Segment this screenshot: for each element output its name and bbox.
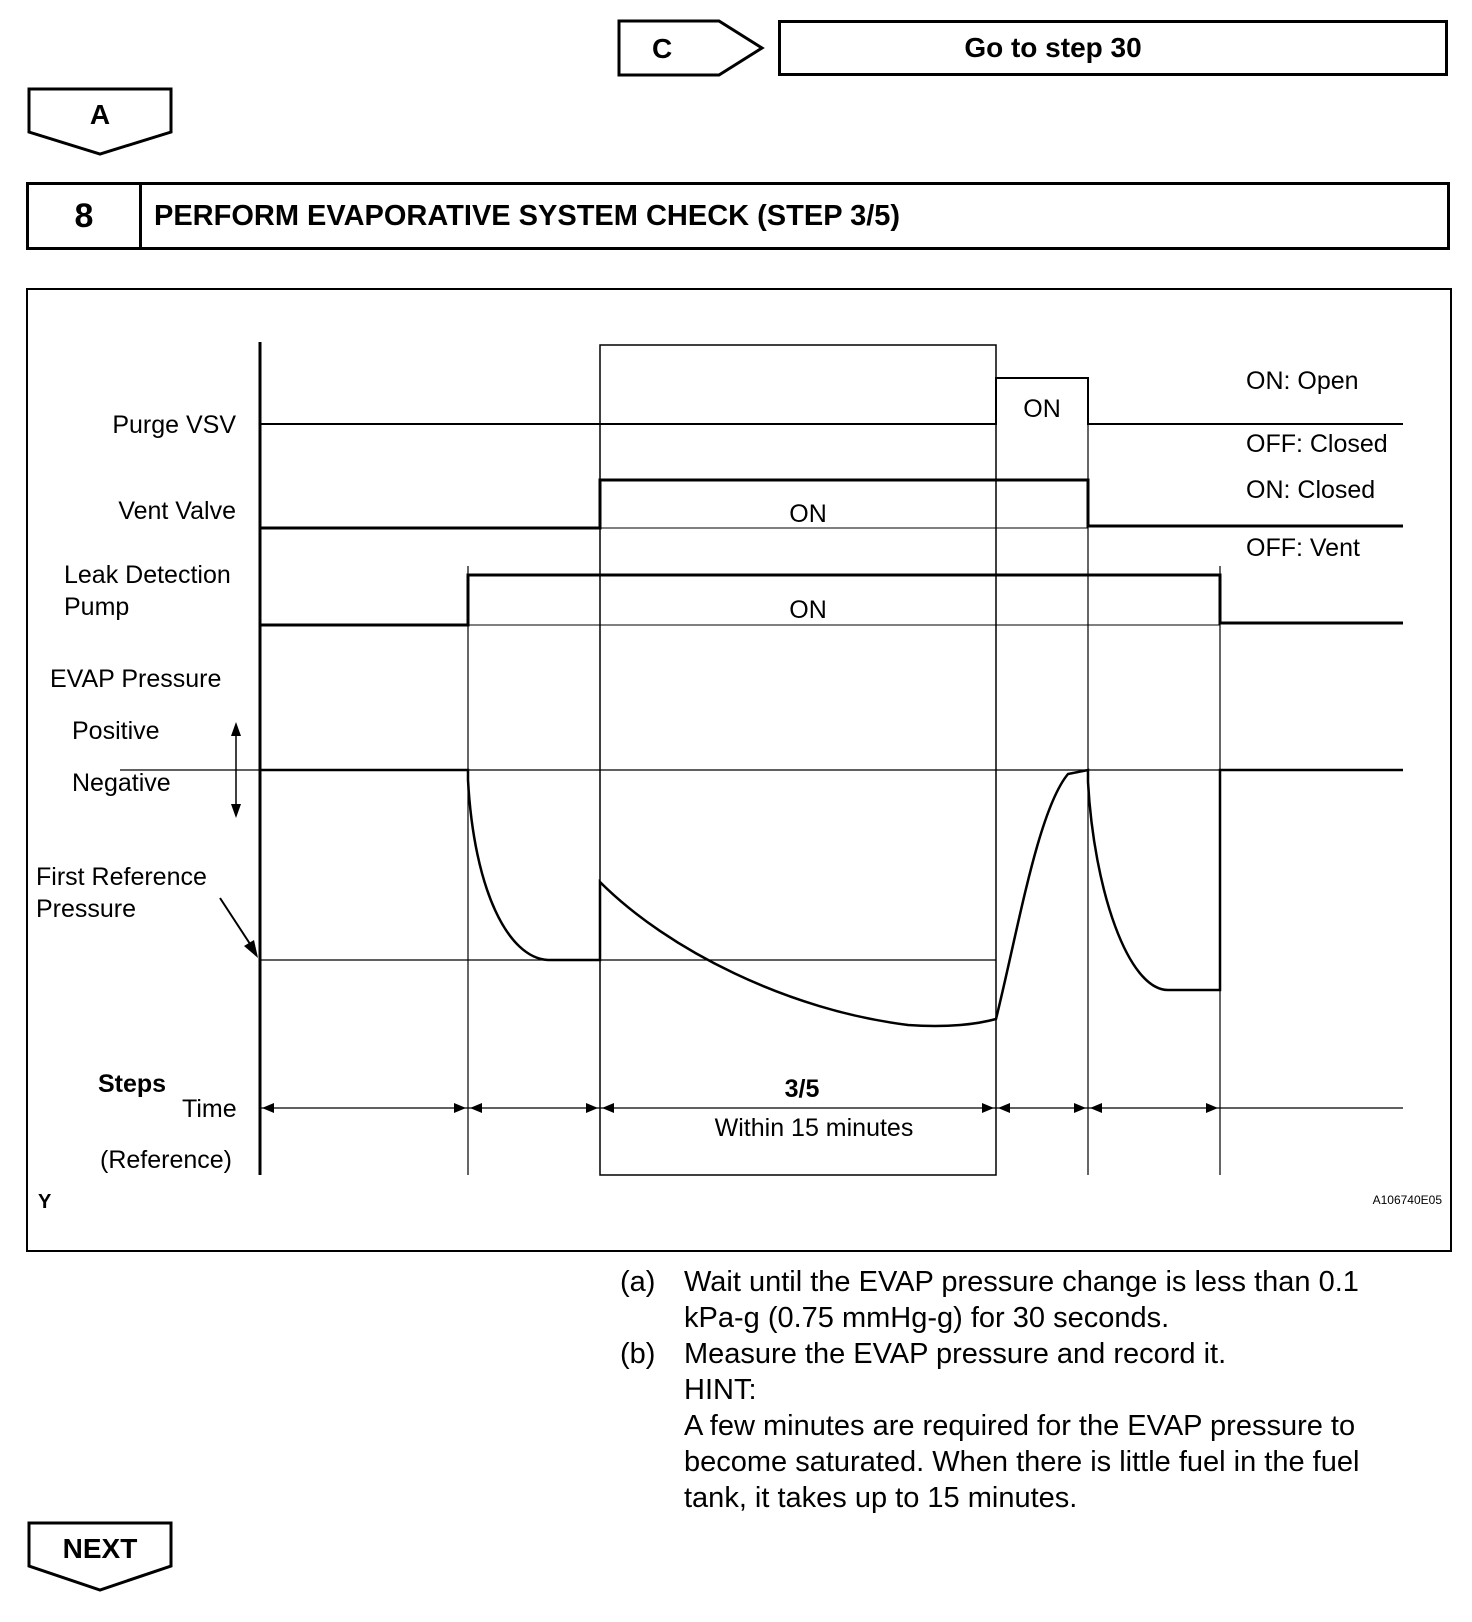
- next-button[interactable]: [26, 1520, 174, 1594]
- instruction-label: (b): [620, 1338, 656, 1370]
- timing-diagram-svg: [28, 290, 1450, 1250]
- arrow-up-icon: [231, 722, 241, 736]
- instruction-text: [684, 1336, 1410, 1516]
- next-button-label: NEXT: [62, 1533, 138, 1564]
- a-button-label: A: [89, 99, 111, 130]
- leak-pump-signal: [260, 575, 1403, 625]
- instruction-line: become saturated. When there is little fuel in the fuel: [684, 1446, 1360, 1478]
- label-time: Time: [182, 1095, 237, 1123]
- evap-pressure-trace: [260, 770, 1403, 1026]
- first-reference-pointer: [220, 898, 254, 950]
- c-arrow-button[interactable]: [616, 18, 766, 78]
- instruction-list: [620, 1264, 1410, 1516]
- vent-on-label: ON: [789, 500, 827, 528]
- label-purge-vsv: Purge VSV: [112, 411, 236, 439]
- label-positive: Positive: [72, 717, 160, 745]
- instruction-item: [620, 1264, 1410, 1336]
- hint-heading: HINT:: [684, 1374, 757, 1406]
- label-pump: Pump: [64, 593, 130, 621]
- a-button[interactable]: [26, 86, 174, 158]
- label-reference: (Reference): [100, 1146, 232, 1174]
- legend-purge-off: OFF: Closed: [1246, 430, 1388, 458]
- legend-vent-on: ON: Closed: [1246, 476, 1376, 504]
- goto-step-box[interactable]: [778, 20, 1448, 76]
- instruction-label: (a): [620, 1266, 656, 1298]
- purge-vsv-signal: [260, 378, 1403, 424]
- instruction-text: [684, 1264, 1410, 1336]
- label-pressure: Pressure: [36, 895, 137, 923]
- instruction-line: A few minutes are required for the EVAP pressure to: [684, 1410, 1356, 1442]
- corner-mark: Y: [38, 1191, 52, 1213]
- legend-purge-on: ON: Open: [1246, 367, 1359, 395]
- step-duration: Within 15 minutes: [714, 1114, 914, 1142]
- label-negative: Negative: [72, 769, 171, 797]
- label-vent-valve: Vent Valve: [118, 497, 236, 525]
- instruction-line: Measure the EVAP pressure and record it.: [684, 1338, 1227, 1370]
- arrow-down-icon: [231, 804, 241, 818]
- instruction-line: Wait until the EVAP pressure change is less than 0.1: [684, 1266, 1359, 1298]
- step-number: 8: [29, 185, 142, 247]
- label-first-reference: First Reference: [36, 863, 207, 891]
- pointer-arrowhead-icon: [244, 940, 258, 958]
- pump-on-label: ON: [789, 596, 827, 624]
- timing-diagram: [26, 288, 1452, 1252]
- instruction-item: [620, 1336, 1410, 1516]
- vent-valve-signal: [260, 480, 1403, 528]
- instruction-line: kPa-g (0.75 mmHg-g) for 30 seconds.: [684, 1302, 1170, 1334]
- c-button-label: C: [652, 33, 673, 64]
- label-steps: Steps: [98, 1070, 167, 1098]
- step-title: PERFORM EVAPORATIVE SYSTEM CHECK (STEP 3/5): [154, 199, 901, 232]
- step-3-5-window: [600, 345, 996, 1175]
- step-header: [26, 182, 1450, 250]
- step-label: 3/5: [784, 1075, 820, 1103]
- legend-vent-off: OFF: Vent: [1246, 534, 1360, 562]
- figure-id: A106740E05: [1372, 1193, 1442, 1207]
- purge-on-label: ON: [1023, 395, 1061, 423]
- label-evap-pressure: EVAP Pressure: [50, 665, 222, 693]
- instruction-line: tank, it takes up to 15 minutes.: [684, 1482, 1078, 1514]
- label-leak-detection: Leak Detection: [64, 561, 231, 589]
- goto-step-text: Go to step 30: [964, 32, 1142, 63]
